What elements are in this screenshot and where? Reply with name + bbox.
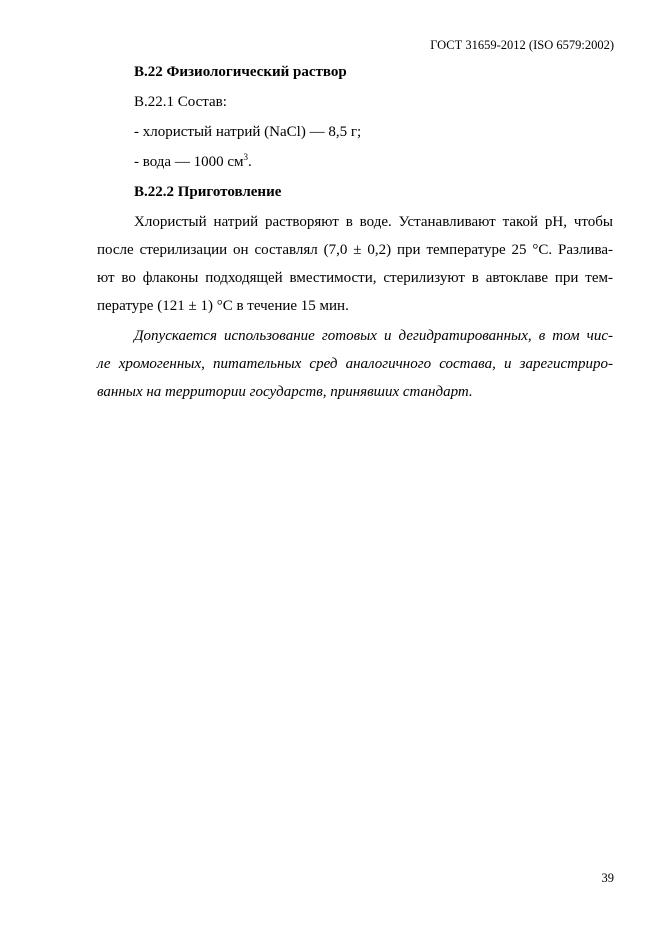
preparation-line-1: Хлористый натрий растворяют в воде. Устанавливают такой pH, чтобы — [134, 214, 613, 230]
preparation-line-2: после стерилизации он составлял (7,0 ± 0,2) при температуре 25 °С. Разлива- — [97, 242, 613, 258]
note-line-1: Допускается использование готовых и дегидратированных, в том чис- — [134, 328, 613, 344]
composition-item-water — [97, 152, 613, 172]
preparation-line-3: ют во флаконы подходящей вместимости, стерилизуют в автоклаве при тем- — [97, 270, 613, 286]
composition-heading: B.22.1 Состав: — [134, 94, 227, 110]
unit-superscript: 3 — [243, 152, 248, 162]
document-header: ГОСТ 31659-2012 (ISO 6579:2002) — [430, 38, 614, 52]
section-title: B.22 Физиологический раствор — [134, 64, 347, 80]
composition-item-nacl: - хлористый натрий (NaCl) — 8,5 г; — [134, 124, 362, 140]
preparation-line-4: пературе (121 ± 1) °С в течение 15 мин. — [97, 298, 349, 314]
water-end: . — [247, 154, 252, 170]
note-line-3: ванных на территории государств, принявших стандарт. — [97, 384, 473, 400]
water-text: - вода — 1000 см — [134, 154, 244, 170]
note-line-2: ле хромогенных, питательных сред аналогичного состава, и зарегистриро- — [97, 356, 613, 372]
page-number: 39 — [601, 871, 614, 885]
page-content — [97, 62, 613, 402]
preparation-heading: B.22.2 Приготовление — [134, 184, 282, 200]
